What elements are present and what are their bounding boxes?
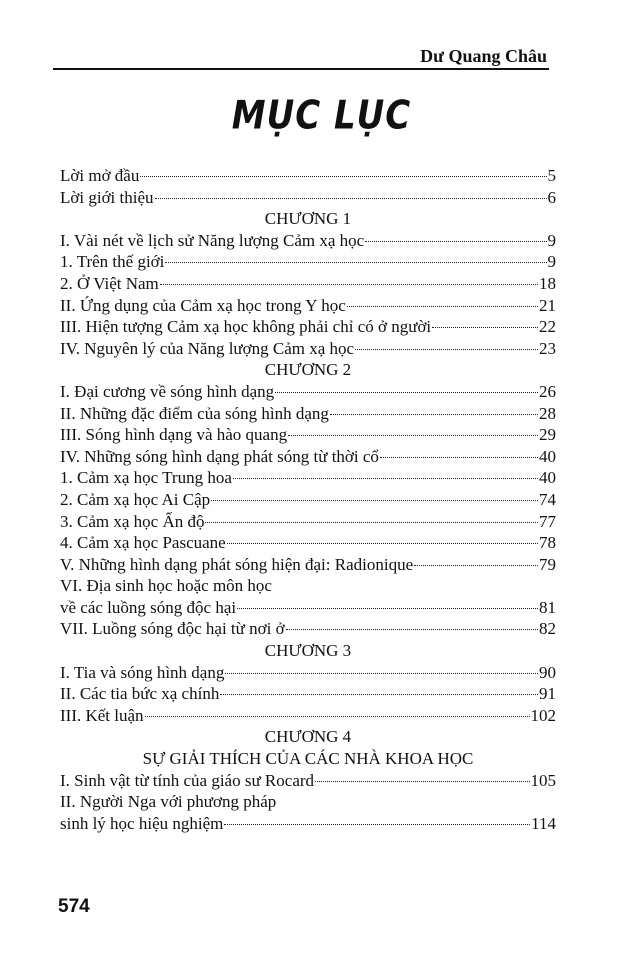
toc-entry <box>60 575 556 597</box>
toc-entry-page: 18 <box>539 273 556 293</box>
dot-leader <box>315 781 529 782</box>
toc-entry-label: Lời giới thiệu <box>60 187 154 207</box>
toc-entry-page: 114 <box>531 813 556 833</box>
toc-entry-page: 78 <box>539 533 556 553</box>
dot-leader <box>155 198 547 199</box>
toc-entry-label: II. Người Nga với phương pháp <box>60 792 277 812</box>
toc-entry <box>60 446 556 468</box>
toc-entry-page: 22 <box>539 317 556 337</box>
toc-entry-label: 2. Ở Việt Nam <box>60 273 159 293</box>
dot-leader <box>275 392 538 393</box>
toc-entry <box>60 791 556 813</box>
toc-entry-page: 77 <box>539 511 556 531</box>
dot-leader <box>165 262 546 263</box>
toc-entry-page: 91 <box>539 684 556 704</box>
toc-entry-label: I. Vài nét về lịch sử Năng lượng Cảm xạ học <box>60 230 365 250</box>
page-title: MỤC LỤC <box>231 93 412 139</box>
dot-leader <box>237 608 538 609</box>
toc-entry-page: 23 <box>539 338 556 358</box>
dot-leader <box>347 306 538 307</box>
toc-entry <box>60 705 556 727</box>
toc-entry-page: 28 <box>539 403 556 423</box>
toc-entry-page: 105 <box>530 770 556 790</box>
toc-entry-page: 5 <box>547 166 556 185</box>
toc-entry-page: 9 <box>547 230 556 250</box>
toc-entry <box>60 187 556 209</box>
toc-entry <box>60 165 556 187</box>
toc-entry-page: 6 <box>547 187 556 207</box>
dot-leader <box>205 522 538 523</box>
toc-entry <box>60 813 556 835</box>
toc-entry-label: I. Sinh vật từ tính của giáo sư Rocard <box>60 770 315 790</box>
toc-entry-page: 26 <box>539 381 556 401</box>
toc-entry <box>60 273 556 295</box>
toc-entry-page: 21 <box>539 295 556 315</box>
toc-entry-label: II. Ứng dụng của Cảm xạ học trong Y học <box>60 295 346 315</box>
toc-entry-label: 4. Cảm xạ học Pascuane <box>60 533 226 553</box>
dot-leader <box>355 349 538 350</box>
dot-leader <box>160 284 538 285</box>
dot-leader <box>414 565 538 566</box>
dot-leader <box>288 435 538 436</box>
toc-entry-label: III. Hiện tượng Cảm xạ học không phải chỉ có ở người <box>60 317 432 337</box>
toc-entry <box>60 532 556 554</box>
dot-leader <box>225 673 538 674</box>
header-rule <box>53 68 549 70</box>
toc-entry <box>60 618 556 640</box>
toc-entry-label: II. Những đặc điểm của sóng hình dạng <box>60 403 329 423</box>
toc-entry-page: 81 <box>539 597 556 617</box>
dot-leader <box>220 694 538 695</box>
toc-chapter-heading: CHƯƠNG 3 <box>264 641 352 661</box>
dot-leader <box>330 414 538 415</box>
toc-entry-page: 74 <box>539 489 556 509</box>
toc-entry <box>60 403 556 425</box>
toc-entry-label: I. Tia và sóng hình dạng <box>60 662 225 682</box>
toc-entry <box>60 251 556 273</box>
dot-leader <box>233 478 538 479</box>
toc-chapter-heading: CHƯƠNG 2 <box>264 360 352 380</box>
toc-entry-page: 40 <box>539 468 556 488</box>
toc-entry-label: 2. Cảm xạ học Ai Cập <box>60 489 211 509</box>
toc-entry-page: 102 <box>530 705 556 725</box>
toc-entry <box>60 316 556 338</box>
toc-entry <box>60 662 556 684</box>
toc-entry-page: 82 <box>539 619 556 639</box>
dot-leader <box>227 543 538 544</box>
toc-entry <box>60 554 556 576</box>
dot-leader <box>224 824 530 825</box>
dot-leader <box>140 176 546 177</box>
table-of-contents <box>60 165 556 834</box>
toc-entry-label: III. Sóng hình dạng và hào quang <box>60 425 288 445</box>
toc-entry <box>60 381 556 403</box>
toc-chapter-heading: CHƯƠNG 1 <box>264 209 352 229</box>
toc-chapter-heading: CHƯƠNG 4 <box>264 727 352 747</box>
toc-entry <box>60 295 556 317</box>
dot-leader <box>380 457 538 458</box>
dot-leader <box>432 327 538 328</box>
toc-entry-label: VI. Địa sinh học hoặc môn học <box>60 576 272 596</box>
toc-entry-label: IV. Nguyên lý của Năng lượng Cảm xạ học <box>60 338 355 358</box>
toc-entry-label: I. Đại cương về sóng hình dạng <box>60 381 275 401</box>
toc-entry-page: 90 <box>539 662 556 682</box>
dot-leader <box>286 629 538 630</box>
toc-entry-page: 79 <box>539 554 556 574</box>
page-number: 574 <box>58 896 90 917</box>
toc-entry-label: IV. Những sóng hình dạng phát sóng từ thời cổ <box>60 446 379 466</box>
toc-entry <box>60 338 556 360</box>
toc-entry <box>60 424 556 446</box>
toc-entry-label: sinh lý học hiệu nghiệm <box>60 813 224 833</box>
toc-entry-page: 40 <box>539 446 556 466</box>
dot-leader <box>365 241 546 242</box>
toc-entry-label: Lời mở đầu <box>60 166 140 185</box>
toc-entry-label: 1. Cảm xạ học Trung hoa <box>60 468 232 488</box>
running-header-author: Dư Quang Châu <box>420 46 547 66</box>
toc-entry-label: về các luồng sóng độc hại <box>60 597 237 617</box>
toc-entry <box>60 770 556 792</box>
toc-entry-label: III. Kết luận <box>60 705 144 725</box>
toc-entry-label: 1. Trên thế giới <box>60 252 165 272</box>
toc-entry-label: 3. Cảm xạ học Ấn độ <box>60 511 205 531</box>
toc-entry <box>60 683 556 705</box>
toc-entry <box>60 230 556 252</box>
toc-entry <box>60 511 556 533</box>
toc-entry-label: VII. Luồng sóng độc hại từ nơi ở <box>60 619 285 639</box>
toc-entry <box>60 489 556 511</box>
dot-leader <box>145 716 530 717</box>
toc-entry <box>60 467 556 489</box>
toc-chapter-heading: SỰ GIẢI THÍCH CỦA CÁC NHÀ KHOA HỌC <box>142 749 474 769</box>
dot-leader <box>211 500 538 501</box>
toc-entry-label: V. Những hình dạng phát sóng hiện đại: Radionique <box>60 554 414 574</box>
toc-entry-page: 29 <box>539 425 556 445</box>
toc-entry-label: II. Các tia bức xạ chính <box>60 684 220 704</box>
toc-entry-page: 9 <box>547 252 556 272</box>
toc-entry <box>60 597 556 619</box>
